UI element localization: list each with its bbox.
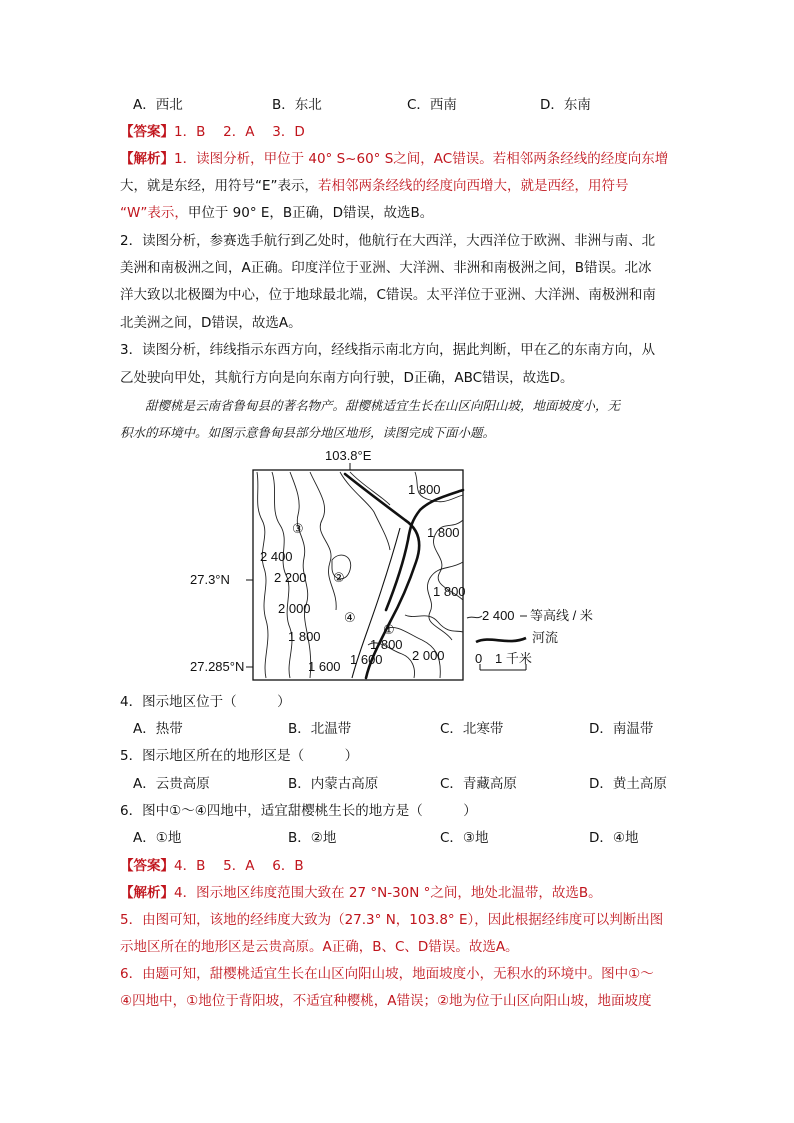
analysis-tag: 【解析】 xyxy=(120,151,174,167)
q6-stem: 6．图中①～④四地中，适宜甜樱桃生长的地方是（ ） xyxy=(120,803,477,819)
analysis-line-1 xyxy=(120,149,668,169)
legend-contour-value: 2 400 xyxy=(482,608,515,623)
analysis2-line-3: 示地区所在的地形区是云贵高原。A正确，B、C、D错误。故选A。 xyxy=(120,939,519,955)
analysis-line-9: 乙处驶向甲处，其航行方向是向东南方向行驶，D正确，ABC错误，故选D。 xyxy=(120,370,574,386)
contour-label: 1 800 xyxy=(408,482,441,497)
q6-option-d: D．④地 xyxy=(589,830,639,846)
analysis-text: 大，就是东经，用符号“E”表示， xyxy=(120,178,319,194)
q5-option-b: B．内蒙古高原 xyxy=(288,776,379,792)
contour-line xyxy=(350,472,390,505)
q5-option-a: A．云贵高原 xyxy=(133,776,210,792)
q4-option-c: C．北寒带 xyxy=(440,721,504,737)
contour-line xyxy=(405,615,463,632)
contour-label: 1 800 xyxy=(288,629,321,644)
scale-zero: 0 xyxy=(475,651,483,666)
analysis-text: “W”表示， xyxy=(120,205,188,221)
contour-label: 2 200 xyxy=(274,570,307,585)
answer-text: 4．B 5．A 6．B xyxy=(174,858,304,874)
map-legend xyxy=(467,608,593,670)
contour-label: 1 600 xyxy=(350,652,383,667)
legend-river-label: 河流 xyxy=(532,630,559,645)
analysis-tag: 【解析】 xyxy=(120,885,174,901)
analysis2-line-5: ④四地中，①地位于背阳坡，不适宜种樱桃，A错误；②地为位于山区向阳山坡，地面坡度 xyxy=(120,993,652,1009)
q5-option-d: D．黄土高原 xyxy=(589,776,667,792)
answer-tag: 【答案】 xyxy=(120,124,174,140)
answer-tag: 【答案】 xyxy=(120,858,174,874)
legend-contour-label: 等高线 / 米 xyxy=(530,608,593,623)
q5-stem: 5．图示地区所在的地形区是（ ） xyxy=(120,748,359,764)
contour-label: 1 600 xyxy=(308,659,341,674)
contour-label: 2 400 xyxy=(260,549,293,564)
option-c: C．西南 xyxy=(407,97,457,113)
analysis2-line-4: 6．由题可知，甜樱桃适宜生长在山区向阳山坡，地面坡度小，无积水的环境中。图中①～ xyxy=(120,966,654,982)
q4-option-d: D．南温带 xyxy=(589,721,654,737)
contour-label: 1 800 xyxy=(433,584,466,599)
intro-line-2: 积水的环境中。如图示意鲁甸县部分地区地形，读图完成下面小题。 xyxy=(120,425,496,440)
q5-option-c: C．青藏高原 xyxy=(440,776,517,792)
analysis-text: 若相邻两条经线的经度向西增大，就是西经，用符号 xyxy=(318,178,629,194)
q4-option-b: B．北温带 xyxy=(288,721,352,737)
analysis2-line-1 xyxy=(120,883,602,903)
analysis-text: 甲位于 90° E，B正确，D错误，故选B。 xyxy=(187,205,434,221)
q4-option-a: A．热带 xyxy=(133,721,183,737)
analysis-line-4: 2．读图分析，参赛选手航行到乙处时，他航行在大西洋，大西洋位于欧洲、非洲与南、北 xyxy=(120,233,656,249)
lat-label-1: 27.3°N xyxy=(190,572,230,587)
analysis-text: 4．图示地区纬度范围大致在 27 °N-30N °之间，地处北温带，故选B。 xyxy=(174,885,602,901)
option-a: A．西北 xyxy=(133,97,183,113)
legend-contour-symbol xyxy=(467,616,482,618)
point-3: ③ xyxy=(292,521,304,536)
analysis-line-7: 北美洲之间，D错误，故选A。 xyxy=(120,315,302,331)
q4-stem: 4．图示地区位于（ ） xyxy=(120,694,291,710)
answer-text: 1．B 2．A 3．D xyxy=(174,124,305,140)
scale-label: 1 千米 xyxy=(495,651,532,666)
contour-line xyxy=(257,472,268,678)
contour-label: 1 800 xyxy=(427,525,460,540)
point-1: ① xyxy=(383,622,395,637)
answer-line-2 xyxy=(120,856,304,876)
contour-label: 1 800 xyxy=(370,637,403,652)
option-b: B．东北 xyxy=(272,97,322,113)
intro-line-1: 甜樱桃是云南省鲁甸县的著名物产。甜樱桃适宜生长在山区向阳山坡，地面坡度小，无 xyxy=(145,398,621,413)
analysis-text: 1．读图分析，甲位于 40° S~60° S之间，AC错误。若相邻两条经线的经度向东增 xyxy=(174,151,669,167)
q6-option-b: B．②地 xyxy=(288,830,337,846)
analysis-line-5: 美洲和南极洲之间，A正确。印度洋位于亚洲、大洋洲、非洲和南极洲之间，B错误。北冰 xyxy=(120,260,652,276)
analysis-line-6: 洋大致以北极圈为中心，位于地球最北端，C错误。太平洋位于亚洲、大洋洲、南极洲和南 xyxy=(120,287,656,303)
lon-label: 103.8°E xyxy=(325,448,372,463)
contour-line xyxy=(340,472,390,550)
analysis-line-3 xyxy=(120,203,433,223)
point-4: ④ xyxy=(344,610,356,625)
contour-label: 2 000 xyxy=(278,601,311,616)
analysis-line-2 xyxy=(120,176,629,196)
analysis2-line-2: 5．由图可知，该地的经纬度大致为（27.3° N，103.8° E），因此根据经纬度可以判断出图 xyxy=(120,912,664,928)
q6-option-c: C．③地 xyxy=(440,830,489,846)
contour-line xyxy=(310,472,336,610)
option-d: D．东南 xyxy=(540,97,591,113)
answer-line-1 xyxy=(120,122,305,142)
lat-label-2: 27.285°N xyxy=(190,659,245,674)
q6-option-a: A．①地 xyxy=(133,830,182,846)
contour-label: 2 000 xyxy=(412,648,445,663)
point-2: ② xyxy=(333,570,345,585)
analysis-line-8: 3．读图分析，纬线指示东西方向，经线指示南北方向，据此判断，甲在乙的东南方向，从 xyxy=(120,342,656,358)
contour-map xyxy=(190,448,593,680)
legend-river-symbol xyxy=(476,638,526,642)
